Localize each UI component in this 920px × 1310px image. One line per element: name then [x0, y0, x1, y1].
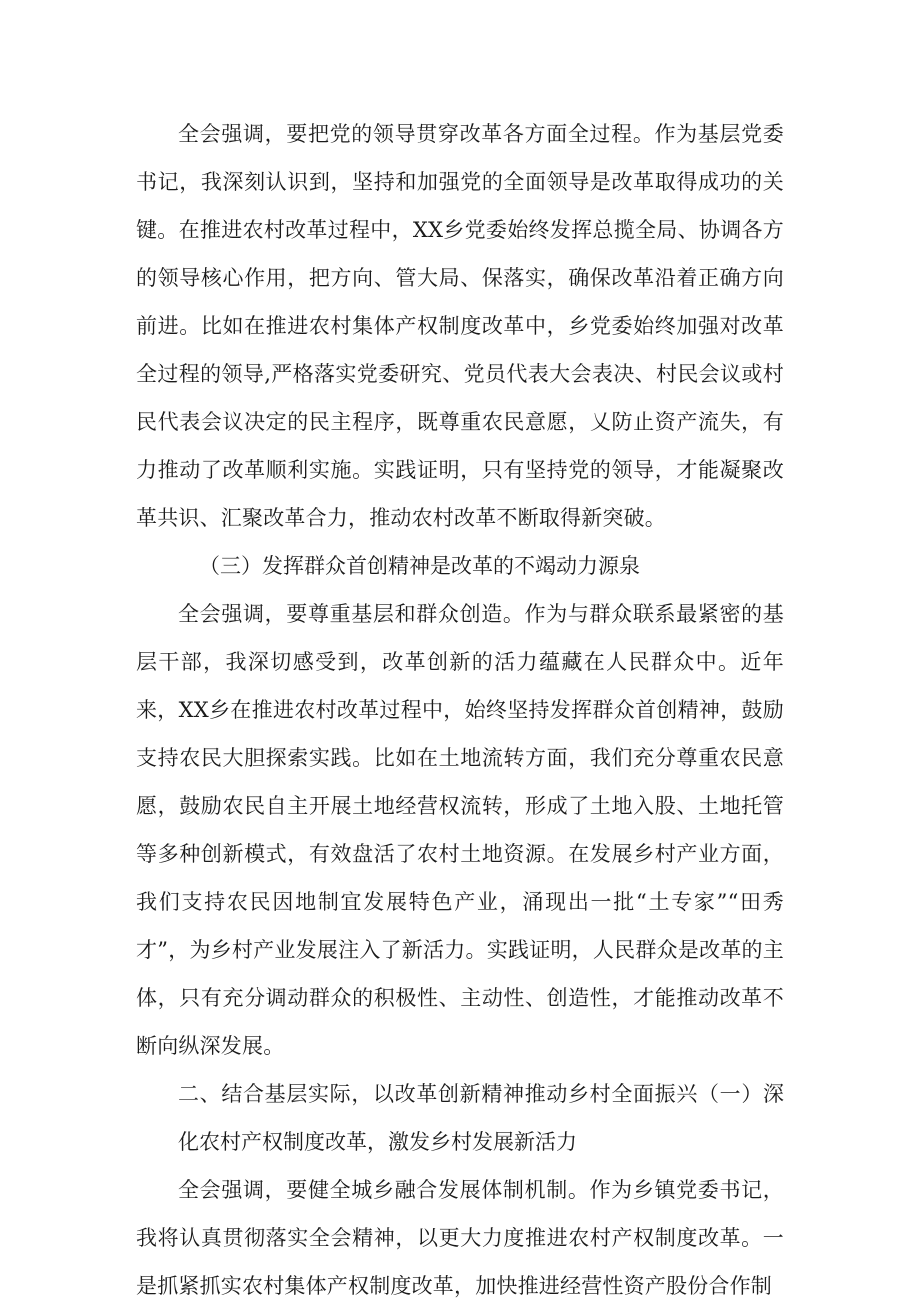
paragraph-mass-creativity: 全会强调，要尊重基层和群众创造。作为与群众联系最紧密的基层干部，我深切感受到，改革创新的活力蕴藏在人民群众中。近年来，XX乡在推进农村改革过程中，始终坚持发挥群众首创精神，鼓励支持农民大胆探索实践。比如在土地流转方面，我们充分尊重农民意愿，鼓励农民自主开展土地经营权流转，形成了土地入股、土地托管等多种创新模式，有效盘活了农村土地资源。在发展乡村产业方面，我们支持农民因地制宜发展特色产业，涌现出一批“土专家”“田秀才”，为乡村产业发展注入了新活力。实践证明，人民群众是改革的主体，只有充分调动群众的积极性、主动性、创造性，才能推动改革不断向纵深发展。 — [136, 602, 784, 1058]
section-heading-rural-revitalization: 二、结合基层实际，以改革创新精神推动乡村全面振兴（一）深化农村产权制度改革，激发乡村发展新活力 — [178, 1082, 784, 1154]
document-body — [136, 110, 784, 1310]
subheading-mass-creativity: （三）发挥群众首创精神是改革的不竭动力源泉 — [199, 554, 640, 578]
paragraph-property-reform: 全会强调，要健全城乡融合发展体制机制。作为乡镇党委书记，我将认真贯彻落实全会精神，以更大力度推进农村产权制度改革。一是抓紧抓实农村集体产权制度改革，加快推进经营性资产股份合作制 — [136, 1178, 784, 1298]
paragraph-party-leadership: 全会强调，要把党的领导贯穿改革各方面全过程。作为基层党委书记，我深刻认识到，坚持和加强党的全面领导是改革取得成功的关键。在推进农村改革过程中，XX乡党委始终发挥总揽全局、协调各方的领导核心作用，把方向、管大局、保落实，确保改革沿着正确方向前进。比如在推进农村集体产权制度改革中，乡党委始终加强对改革全过程的领导,严格落实党委研究、党员代表大会表决、村民会议或村民代表会议决定的民主程序，既尊重农民意愿，乂防止资产流失，有力推动了改革顺利实施。实践证明，只有坚持党的领导，才能凝聚改革共识、汇聚改革合力，推动农村改革不断取得新突破。 — [136, 122, 784, 530]
